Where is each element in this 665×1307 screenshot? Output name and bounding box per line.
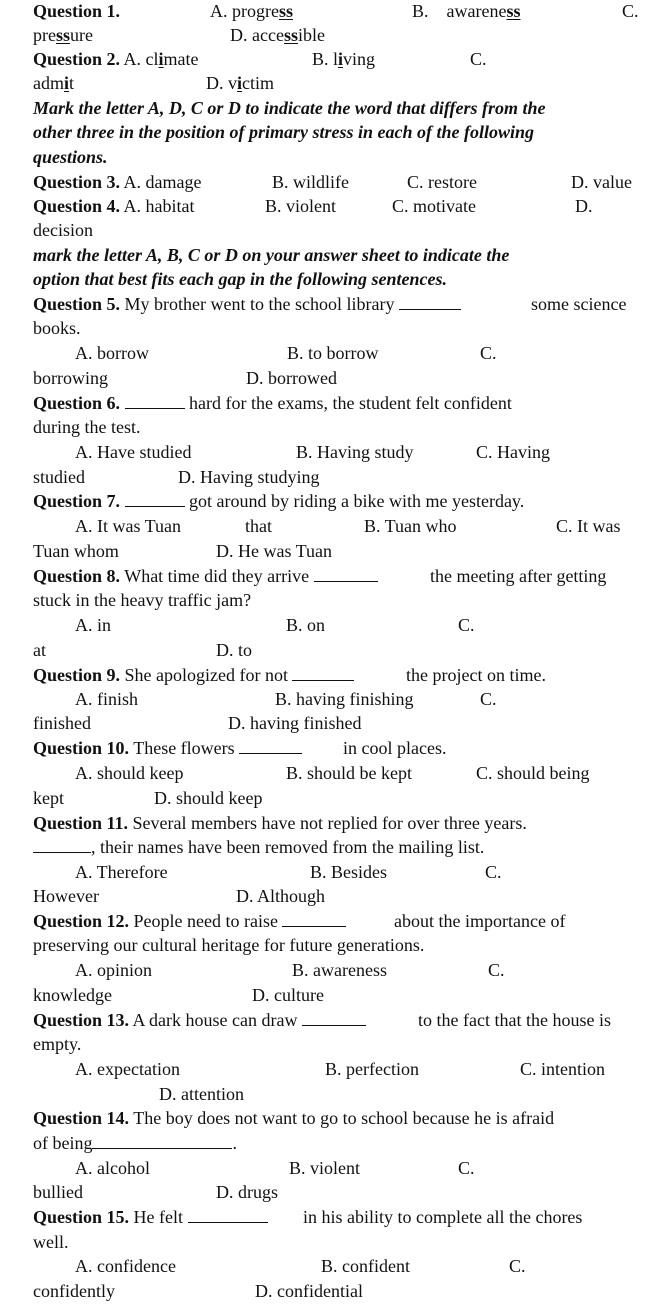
q15-label: Question 15. [33, 1207, 130, 1227]
q12-option-b: B. awareness [292, 960, 387, 980]
q11-option-d: D. Although [236, 886, 326, 906]
q5-text-1: My brother went to the school library [124, 294, 395, 314]
q6-text-3: during the test. [33, 417, 141, 437]
q1-option-a [210, 0, 293, 22]
q3-option-d: D. value [571, 172, 632, 192]
q2-option-c-prefix: C. [470, 49, 487, 69]
q5-option-c-prefix: C. [480, 343, 497, 363]
q10-text-2: in cool places. [343, 738, 447, 758]
q1-option-d [230, 24, 325, 46]
q10-option-a: A. should keep [75, 763, 184, 783]
q9-option-b: B. having finishing [275, 689, 414, 709]
q11-text-1: Several members have not replied for over three years. [132, 813, 527, 833]
q9-option-c-prefix: C. [480, 689, 497, 709]
q15-option-b: B. confident [321, 1256, 410, 1276]
q1-b-prefix: B. [412, 1, 429, 21]
q12-text-3: preserving our cultural heritage for future generations. [33, 935, 425, 955]
q2-d-underline: i [237, 73, 243, 93]
q6-option-a: A. Have studied [75, 442, 192, 462]
q14-stem-2 [33, 1132, 237, 1154]
q6-text-2: hard for the exams, the student felt confident [189, 393, 512, 413]
q7-option-b: B. Tuan who [364, 516, 457, 536]
q5-option-d: D. borrowed [246, 368, 337, 388]
q15-option-d: D. confidential [255, 1281, 363, 1301]
q13-option-b: B. perfection [325, 1059, 419, 1079]
q2-c-underline: i [64, 73, 70, 93]
q15-blank [188, 1208, 268, 1223]
q3-option-c: C. restore [407, 172, 477, 192]
q12-option-a: A. opinion [75, 960, 153, 980]
q1-c-tail: ure [70, 25, 93, 45]
q8-option-c-prefix: C. [458, 615, 475, 635]
q15-stem [33, 1206, 268, 1228]
q1-b-stem: awarene [446, 1, 507, 21]
q3-line [33, 171, 202, 193]
q10-text-1: These flowers [133, 738, 235, 758]
q1-option-c [33, 24, 93, 46]
q11-label: Question 11. [33, 813, 129, 833]
q1-a-stem: progre [232, 1, 279, 21]
q3-label: Question 3. [33, 172, 121, 192]
q8-text-2: the meeting after getting [430, 566, 607, 586]
q11-text-2: , their names have been removed from the mailing list. [91, 837, 485, 857]
q8-text-1: What time did they arrive [124, 566, 310, 586]
q12-option-c-text: knowledge [33, 985, 112, 1005]
q2-c-stem: adm [33, 73, 64, 93]
q5-text-3: books. [33, 318, 81, 338]
q14-text-1: The boy does not want to go to school because he is afraid [133, 1108, 555, 1128]
q14-option-d: D. drugs [216, 1182, 278, 1202]
q1-option-c-prefix: C. [622, 1, 639, 21]
q13-text-2: to the fact that the house is [418, 1010, 611, 1030]
q6-stem [33, 392, 512, 414]
q6-blank [125, 394, 185, 409]
q11-blank [33, 838, 91, 853]
q14-text-2: of being [33, 1133, 93, 1153]
q15-text-2: in his ability to complete all the chores [303, 1207, 583, 1227]
q2-line [33, 48, 199, 70]
q9-stem [33, 664, 354, 686]
q13-text-1: A dark house can draw [132, 1010, 298, 1030]
q7-option-a: A. It was Tuan [75, 516, 182, 536]
q7-option-d: D. He was Tuan [216, 541, 333, 561]
q10-option-c-text: kept [33, 788, 64, 808]
q5-label: Question 5. [33, 294, 121, 314]
q12-label: Question 12. [33, 911, 130, 931]
q2-label: Question 2. [33, 49, 121, 69]
q15-option-c-text: confidently [33, 1281, 115, 1301]
q14-option-c-prefix: C. [458, 1158, 475, 1178]
q9-text-2: the project on time. [406, 665, 546, 685]
q5-blank [399, 295, 461, 310]
q4-label: Question 4. [33, 196, 121, 216]
q6-option-c-text: studied [33, 467, 85, 487]
q2-a-tail: mate [163, 49, 199, 69]
q2-option-c [33, 72, 74, 94]
q8-option-a: A. in [75, 615, 111, 635]
q6-option-d: D. Having studying [178, 467, 320, 487]
q9-label: Question 9. [33, 665, 121, 685]
q15-option-a: A. confidence [75, 1256, 176, 1276]
q2-b-tail: ving [343, 49, 376, 69]
q14-option-a: A. alcohol [75, 1158, 150, 1178]
q14-option-b: B. violent [289, 1158, 360, 1178]
q4-option-b: B. violent [265, 196, 336, 216]
q6-label: Question 6. [33, 393, 121, 413]
q12-text-2: about the importance of [394, 911, 566, 931]
q5-text-2: some science [531, 294, 627, 314]
q4-option-a: A. habitat [123, 196, 195, 216]
q15-option-c-prefix: C. [509, 1256, 526, 1276]
q2-d-tail: ctim [242, 73, 275, 93]
q2-b-underline: i [338, 49, 344, 69]
instruction-1-line1: Mark the letter A, D, C or D to indicate the word that differs from the [33, 98, 546, 118]
q14-stem [33, 1107, 554, 1129]
instruction-1-line3: questions. [33, 147, 108, 167]
q14-label: Question 14. [33, 1108, 130, 1128]
q9-option-a: A. finish [75, 689, 138, 709]
q12-option-d: D. culture [252, 985, 324, 1005]
q7-stem [33, 490, 524, 512]
q15-text-1: He felt [133, 1207, 183, 1227]
q5-stem [33, 293, 461, 315]
q2-b-stem: B. l [312, 49, 339, 69]
q1-c-stem: pre [33, 25, 56, 45]
q8-label: Question 8. [33, 566, 121, 586]
q11-option-b: B. Besides [310, 862, 388, 882]
q9-option-d: D. having finished [228, 713, 362, 733]
q9-text-1: She apologized for not [124, 665, 288, 685]
q1-c-underline: ss [55, 25, 70, 45]
q13-option-d: D. attention [159, 1084, 244, 1104]
q1-a-underline: ss [278, 1, 293, 21]
q14-option-c-text: bullied [33, 1182, 83, 1202]
q1-a-prefix: A. [210, 1, 232, 21]
q4-option-c: C. motivate [392, 196, 476, 216]
q2-option-d [206, 72, 274, 94]
q13-label: Question 13. [33, 1010, 130, 1030]
q2-c-tail: t [69, 73, 75, 93]
q13-text-3: empty. [33, 1034, 82, 1054]
q7-text-2: got around by riding a bike with me yesterday. [189, 491, 525, 511]
q8-blank [314, 567, 378, 582]
q3-option-b: B. wildlife [272, 172, 349, 192]
q1-d-tail: ible [297, 25, 325, 45]
q10-option-c: C. should being [476, 763, 590, 783]
q8-stem [33, 565, 378, 587]
q5-option-a: A. borrow [75, 343, 149, 363]
q8-text-3: stuck in the heavy traffic jam? [33, 590, 252, 610]
q7-option-c-prefix: C. It was [556, 516, 621, 536]
q12-blank [282, 912, 346, 927]
q1-option-b [412, 0, 520, 22]
q14-blank [92, 1134, 232, 1149]
q1-d-underline: ss [283, 25, 298, 45]
q4-option-d-text: decision [33, 220, 93, 240]
q3-option-a: A. damage [123, 172, 202, 192]
q9-blank [292, 666, 354, 681]
q7-blank [125, 492, 185, 507]
q13-option-a: A. expectation [75, 1059, 180, 1079]
q7-option-a-cont: that [245, 516, 272, 536]
q12-option-c-prefix: C. [488, 960, 505, 980]
q10-blank [239, 739, 302, 754]
q10-option-d: D. should keep [154, 788, 263, 808]
q12-stem [33, 910, 346, 932]
q4-option-d-prefix: D. [575, 196, 593, 216]
q10-stem [33, 737, 302, 759]
q5-option-b: B. to borrow [287, 343, 379, 363]
q11-option-c-text: However [33, 886, 99, 906]
q11-stem [33, 812, 527, 834]
q11-stem-2 [33, 836, 484, 858]
q8-option-c-text: at [33, 640, 46, 660]
q2-option-b [312, 48, 375, 70]
q9-option-c-text: finished [33, 713, 91, 733]
instruction-1-line2: other three in the position of primary stress in each of the following [33, 122, 535, 142]
q2-a-stem: A. cl [123, 49, 159, 69]
q6-option-b: B. Having study [296, 442, 414, 462]
q12-text-1: People need to raise [133, 911, 278, 931]
q1-d-stem: D. acce [230, 25, 284, 45]
q13-blank [302, 1011, 366, 1026]
instruction-2-line1: mark the letter A, B, C or D on your answer sheet to indicate the [33, 245, 510, 265]
q15-text-3: well. [33, 1232, 69, 1252]
q2-a-underline: i [158, 49, 164, 69]
q1-b-underline: ss [506, 1, 521, 21]
q1-label: Question 1. [33, 1, 121, 21]
q4-line [33, 195, 195, 217]
q2-d-stem: D. v [206, 73, 237, 93]
q11-option-c-prefix: C. [485, 862, 502, 882]
q14-text-3: . [232, 1133, 237, 1153]
q10-label: Question 10. [33, 738, 130, 758]
q8-option-b: B. on [286, 615, 326, 635]
q5-option-c-text: borrowing [33, 368, 108, 388]
q6-option-c-prefix: C. Having [476, 442, 550, 462]
instruction-2-line2: option that best fits each gap in the following sentences. [33, 269, 448, 289]
q11-option-a: A. Therefore [75, 862, 168, 882]
q8-option-d: D. to [216, 640, 252, 660]
q13-stem [33, 1009, 366, 1031]
q10-option-b: B. should be kept [286, 763, 412, 783]
q7-label: Question 7. [33, 491, 121, 511]
q13-option-c: C. intention [520, 1059, 605, 1079]
q7-option-c-text: Tuan whom [33, 541, 119, 561]
